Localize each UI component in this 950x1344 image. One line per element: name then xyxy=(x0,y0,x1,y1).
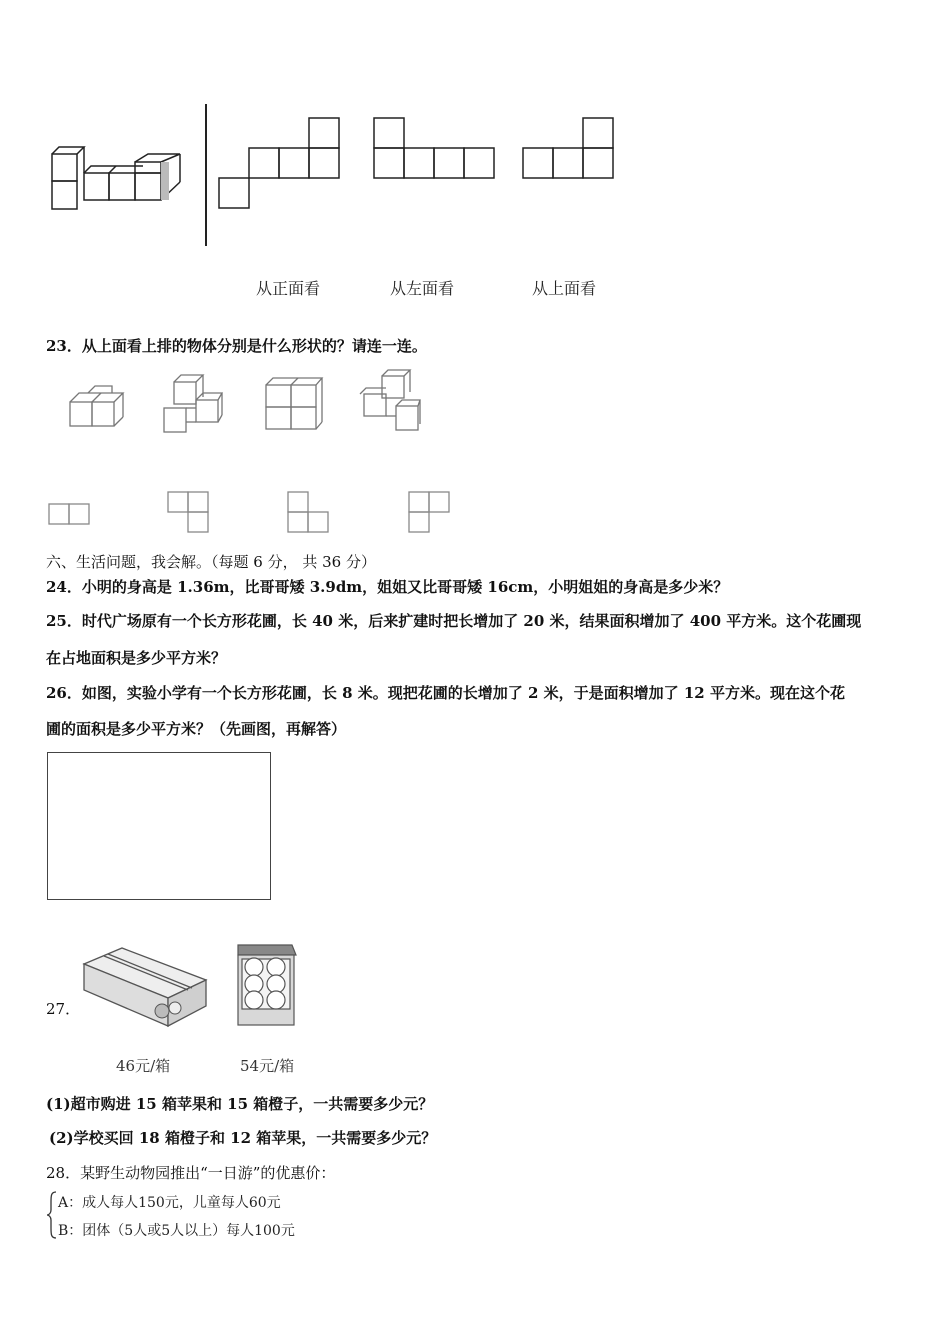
orange-price: 54元/箱 xyxy=(240,1057,295,1075)
top-view-option-3 xyxy=(286,490,330,534)
section-6-heading: 六、生活问题，我会解。（每题 6 分， 共 36 分） xyxy=(46,553,376,571)
drawing-area[interactable] xyxy=(47,752,271,900)
object-3 xyxy=(264,376,324,432)
question-23: 23．从上面看上排的物体分别是什么形状的？请连一连。 xyxy=(46,337,427,355)
question-27-number: 27． xyxy=(46,1000,81,1018)
question-27-part1: (1)超市购进 15 箱苹果和 15 箱橙子，一共需要多少元？ xyxy=(46,1095,434,1113)
cube-stack-figure xyxy=(48,145,188,225)
question-26-line1: 26．如图，实验小学有一个长方形花圃，长 8 米。现把花圃的长增加了 2 米，于是面积增加了 12 平方米。现在这个花 xyxy=(46,684,845,702)
object-4 xyxy=(358,368,422,432)
orange-box-image xyxy=(236,943,296,1027)
question-25-line2: 在占地面积是多少平方米？ xyxy=(46,649,227,667)
front-view-diagram xyxy=(218,117,340,209)
top-view-option-4 xyxy=(407,490,451,534)
view-label-top: 从上面看 xyxy=(532,279,597,298)
question-25-line1: 25．时代广场原有一个长方形花圃，长 40 米，后来扩建时把长增加了 20 米，结果面积增加了 400 平方米。这个花圃现 xyxy=(46,612,862,630)
apple-box-image xyxy=(82,946,208,1028)
offer-b: B：团体（5人或5人以上）每人100元 xyxy=(58,1223,295,1239)
left-view-diagram xyxy=(373,117,495,179)
question-28: 28．某野生动物园推出“一日游”的优惠价： xyxy=(46,1164,336,1182)
top-view-option-2 xyxy=(166,490,210,534)
question-27-part2: (2)学校买回 18 箱橙子和 12 箱苹果，一共需要多少元？ xyxy=(49,1129,437,1147)
top-view-option-1 xyxy=(47,502,91,526)
view-label-front: 从正面看 xyxy=(256,279,321,298)
divider-line xyxy=(205,104,207,246)
object-2 xyxy=(162,373,224,435)
brace xyxy=(46,1190,58,1240)
offer-a: A：成人每人150元，儿童每人60元 xyxy=(58,1195,281,1211)
apple-price: 46元/箱 xyxy=(116,1057,171,1075)
top-view-diagram xyxy=(522,117,614,179)
question-26-line2: 圃的面积是多少平方米？（先画图，再解答） xyxy=(46,720,347,738)
view-label-left: 从左面看 xyxy=(390,279,455,298)
object-1 xyxy=(68,384,124,430)
question-24: 24．小明的身高是 1.36m，比哥哥矮 3.9dm，姐姐又比哥哥矮 16cm，小明姐姐的身高是多少米？ xyxy=(46,578,729,596)
